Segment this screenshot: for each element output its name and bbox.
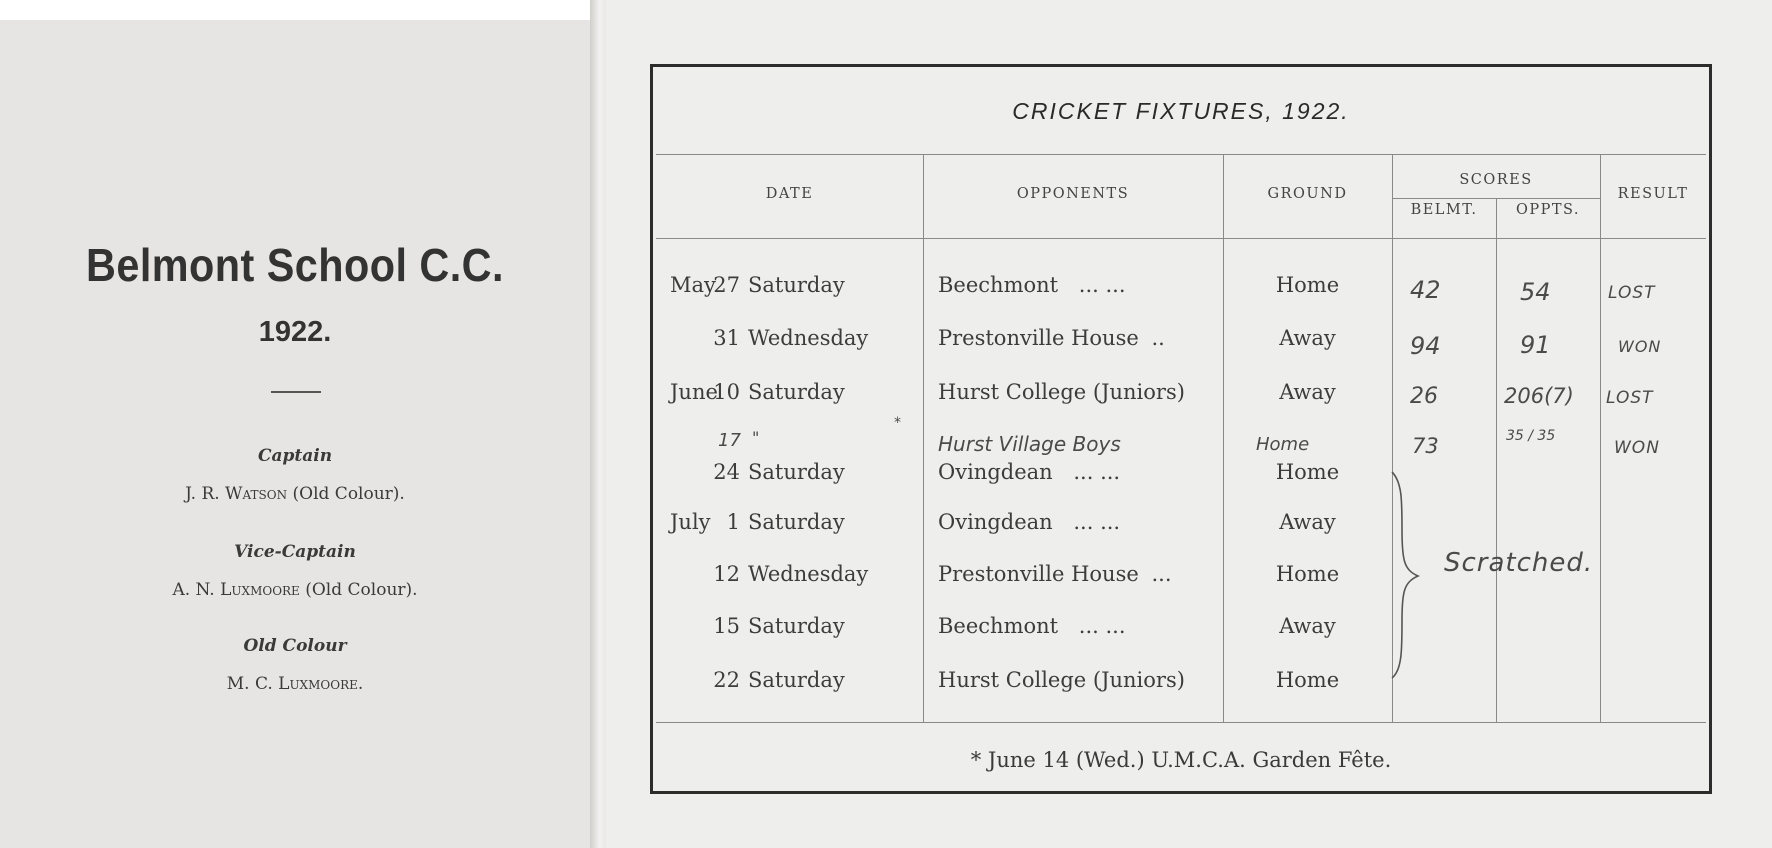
opponent-name: Prestonville House [938,326,1139,350]
header-scores: SCORES [1459,172,1533,188]
row-day: 1 [726,510,740,534]
score-belmt: 73 [1412,434,1439,458]
scratched-note: Scratched. [1444,548,1594,578]
header-oppts: OPPTS. [1515,202,1581,218]
row-ground: Home [1275,273,1340,297]
row-opponent [938,510,1120,534]
row-ground: Home [1275,668,1340,692]
officer-role-vice-captain: Vice-Captain [234,542,356,562]
header-opponents: OPPONENTS [1016,186,1130,202]
row-opponent [938,273,1126,297]
row-weekday: Saturday [748,614,845,638]
officer-name: M. C. Luxmoore. [226,674,364,694]
officer-note: (Old Colour). [292,484,405,504]
score-belmt: 94 [1410,332,1441,360]
officer-captain [0,484,590,504]
officer-role-captain: Captain [257,446,333,466]
opponent-name: Ovingdean [938,460,1053,484]
row-weekday: Wednesday [748,326,869,350]
leader-dots: ... ... [1073,460,1121,484]
result: LOST [1608,283,1656,303]
row-weekday: Saturday [748,510,845,534]
result: WON [1618,337,1662,356]
fixtures-title: CRICKET FIXTURES, 1922. [1012,98,1350,124]
rule-line [1600,154,1601,722]
rule-line [656,722,1706,723]
score-belmt: 42 [1410,276,1441,304]
row-day: 27 [713,273,740,297]
row-opponent [938,562,1172,586]
row-weekday: Saturday [748,380,845,404]
row-opponent: Hurst College (Juniors) [938,668,1185,692]
row-opponent [938,614,1126,638]
officer-note: (Old Colour). [305,580,418,600]
officer-vice-captain [0,580,590,600]
row-opponent [938,460,1120,484]
leader-dots: ... [1151,562,1172,586]
row-ground: Home [1256,434,1310,455]
result: LOST [1606,388,1654,408]
header-result: RESULT [1617,186,1689,202]
result: WON [1614,438,1660,458]
rule-line [923,154,924,722]
officer-name: A. N. Luxmoore [172,580,300,600]
club-card [0,20,590,848]
row-day: 12 [713,562,740,586]
footnote: * June 14 (Wed.) U.M.C.A. Garden Fête. [970,748,1392,772]
officer-name: J. R. Watson [185,484,288,504]
row-opponent: Hurst Village Boys [938,432,1121,456]
header-belmt: BELMT. [1410,202,1478,218]
row-ground: Home [1275,562,1340,586]
row-opponent: Hurst College (Juniors) [938,380,1185,404]
brace-mark [1388,470,1428,682]
club-year: 1922. [258,316,332,348]
row-weekday: Saturday [748,460,845,484]
opponent-name: Beechmont [938,614,1059,638]
leader-dots: ... ... [1073,510,1121,534]
leader-dots: ... ... [1078,273,1126,297]
row-day: 10 [713,380,740,404]
row-month: May [670,273,716,297]
row-ground: Away [1279,326,1336,350]
row-ground: Away [1279,510,1336,534]
row-ground: Home [1275,460,1340,484]
row-day: 15 [713,614,740,638]
divider [271,391,321,393]
score-oppts: 35 / 35 [1506,428,1556,444]
score-belmt: 26 [1410,384,1438,409]
score-oppts: 91 [1520,331,1551,359]
rule-line [656,154,1706,155]
row-weekday: " [752,428,760,447]
rule-line [656,238,1706,239]
row-month: July [670,510,711,534]
leader-dots: .. [1151,326,1165,350]
card-gutter [590,0,606,848]
row-day: 24 [713,460,740,484]
row-day: 31 [713,326,740,350]
club-title: Belmont School C.C. [86,239,504,291]
row-day: 22 [713,668,740,692]
row-day: 17 [718,430,741,451]
row-ground: Away [1279,380,1336,404]
row-weekday: Saturday [748,273,845,297]
opponent-name: Ovingdean [938,510,1053,534]
score-oppts: 206(7) [1504,384,1574,408]
row-weekday: Wednesday [748,562,869,586]
opponent-name: Beechmont [938,273,1059,297]
leader-dots: ... ... [1078,614,1126,638]
header-ground: GROUND [1267,186,1348,202]
officer-old-colour [0,674,590,694]
officer-role-old-colour: Old Colour [243,636,347,656]
score-oppts: 54 [1520,278,1551,306]
row-opponent [938,326,1165,350]
row-weekday: Saturday [748,668,845,692]
asterisk-mark: * [894,415,901,431]
header-date: DATE [765,186,814,202]
opponent-name: Prestonville House [938,562,1139,586]
row-month: June [670,380,718,404]
row-ground: Away [1279,614,1336,638]
rule-line [1496,198,1497,722]
